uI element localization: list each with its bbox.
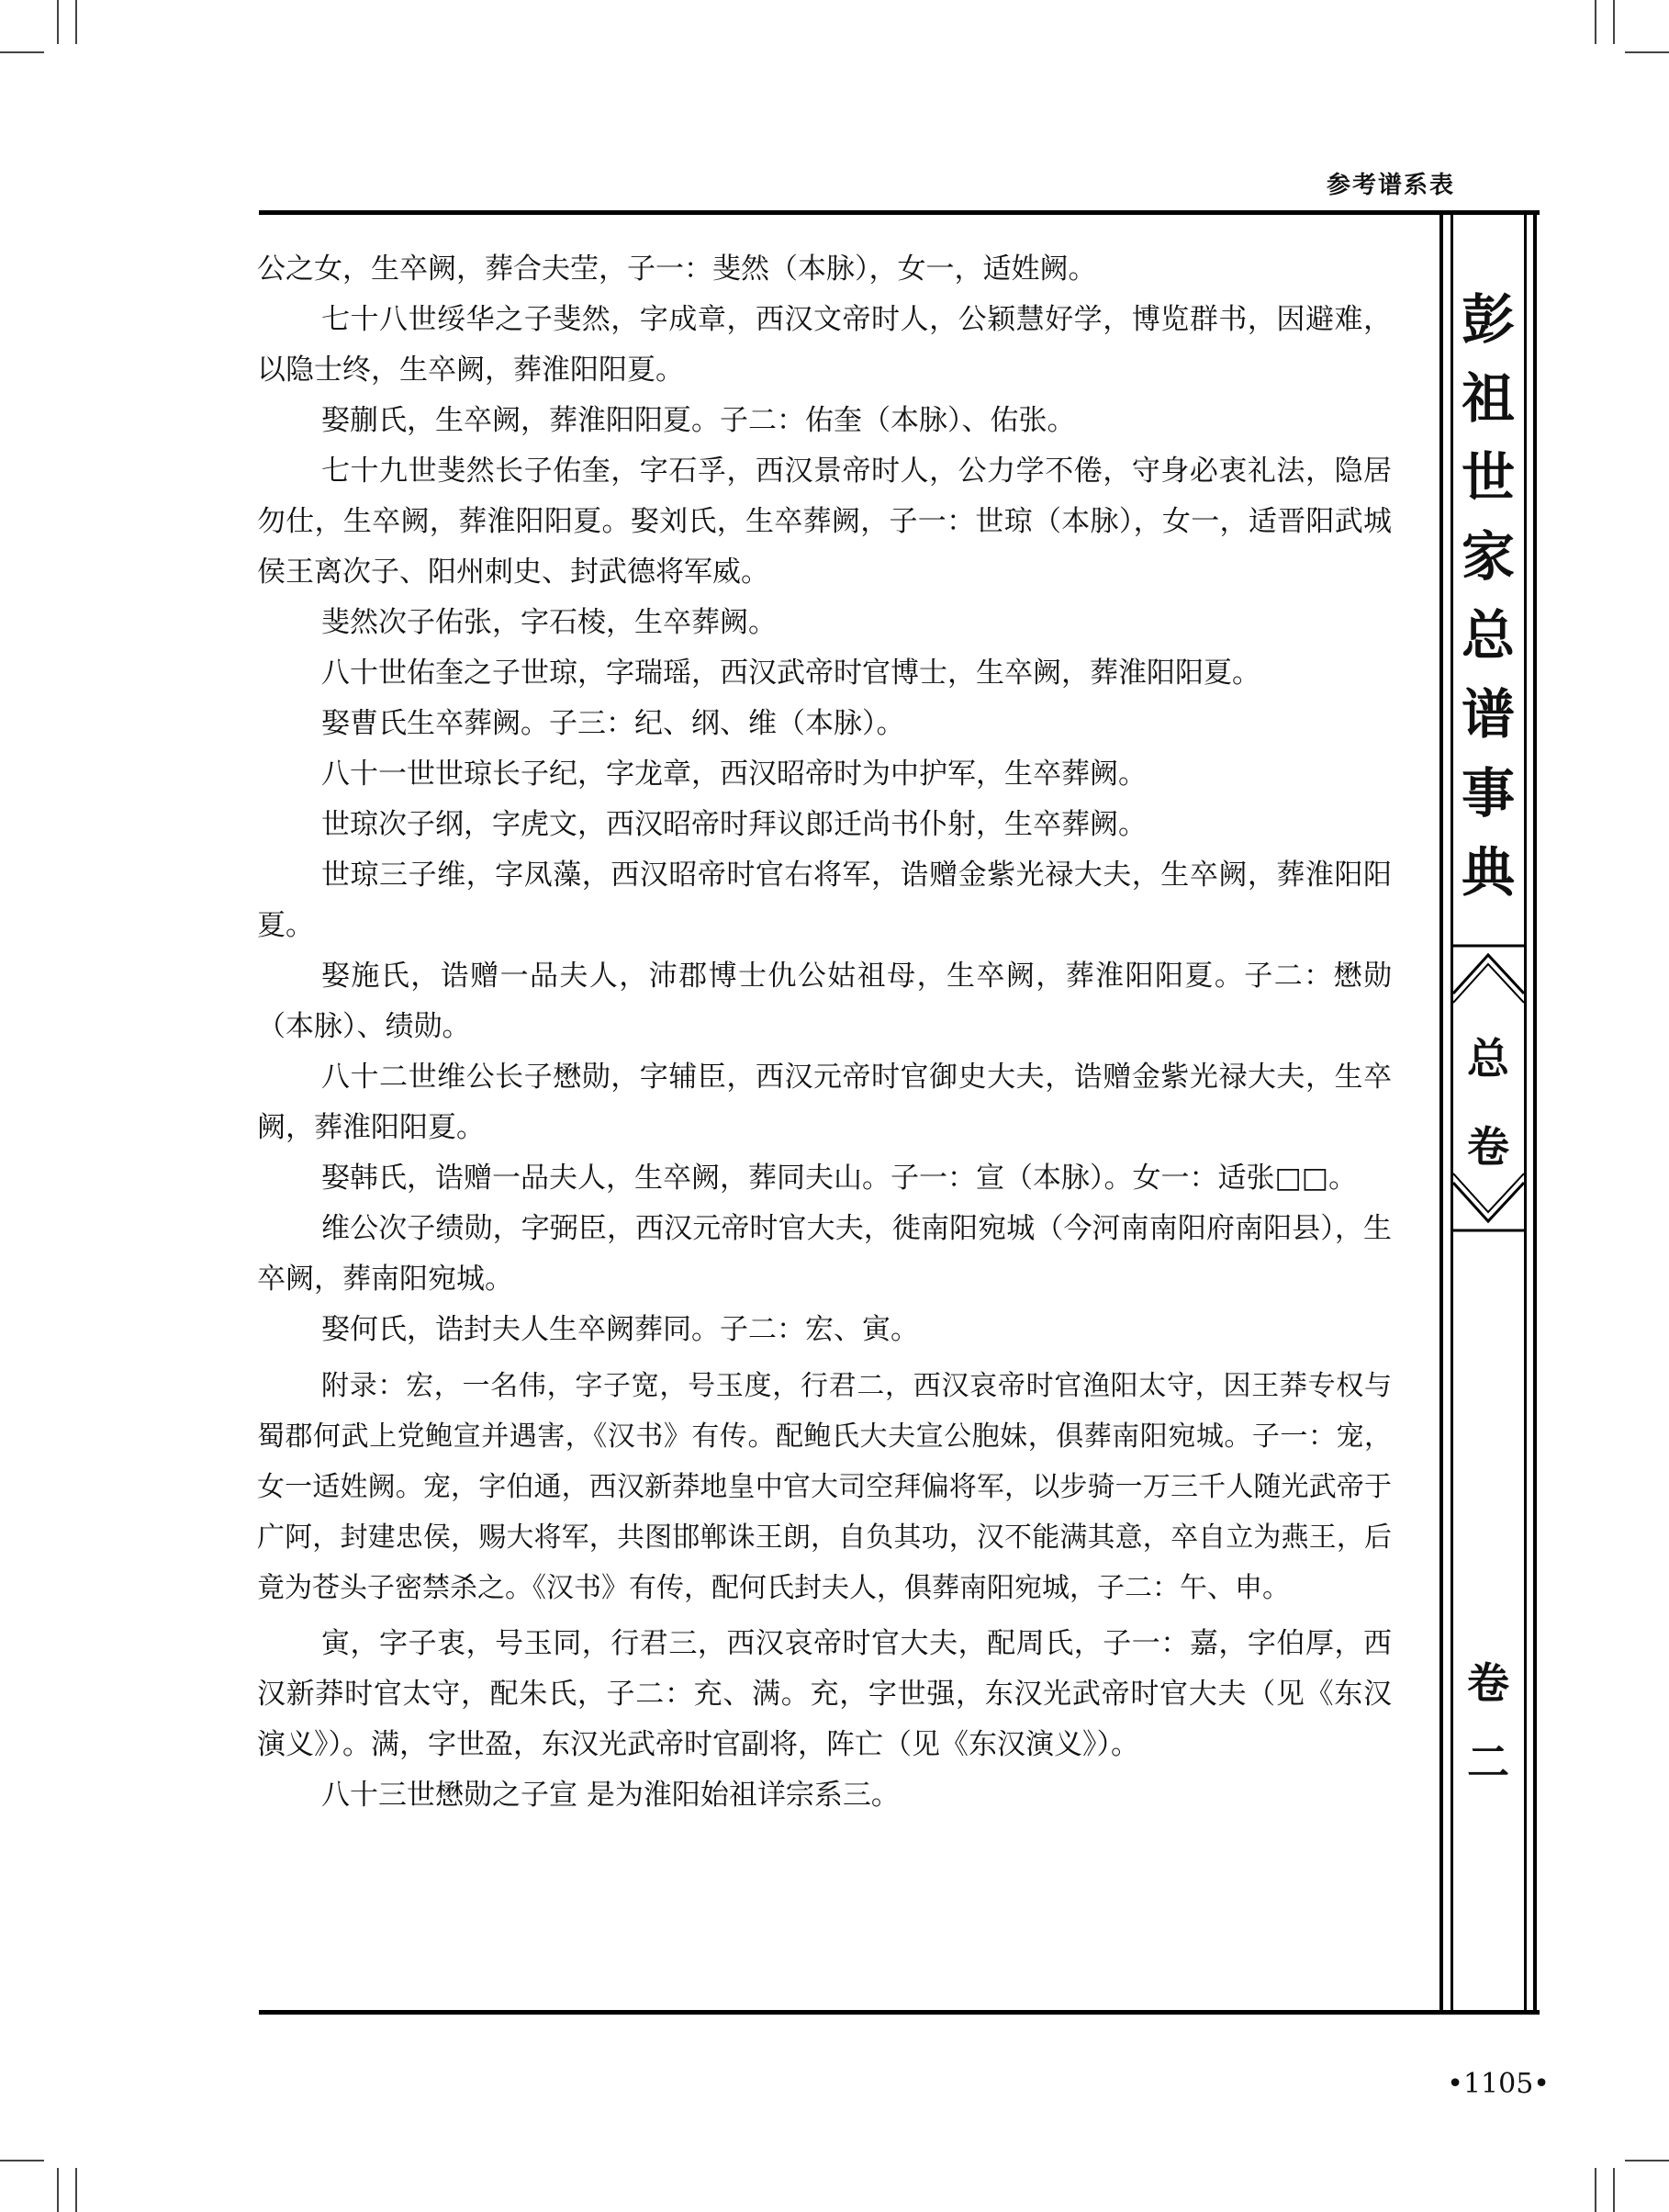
- crop-mark: [1595, 2168, 1596, 2212]
- title-char: 世: [1461, 446, 1515, 509]
- book-title: [1443, 280, 1533, 912]
- crop-mark: [75, 0, 77, 44]
- crop-mark: [0, 51, 44, 53]
- title-char: 典: [1461, 841, 1515, 904]
- paragraph: 世琼三子维，字凤藻，西汉昭帝时官右将军，诰赠金紫光禄大夫，生卒阙，葬淮阳阳夏。: [257, 859, 1392, 942]
- paragraph: 八十一世世琼长子纪，字龙章，西汉昭帝时为中护军，生卒葬阙。: [321, 758, 1147, 791]
- volume-char: 卷: [1467, 1658, 1509, 1708]
- title-char: 祖: [1461, 367, 1515, 430]
- paragraph: 娶曹氏生卒葬阙。子三：纪、纲、维（本脉）。: [321, 707, 905, 740]
- crop-mark: [57, 2168, 59, 2212]
- paragraph: 娶何氏，诰封夫人生卒阙葬同。子二：宏、寅。: [321, 1313, 919, 1346]
- top-rule: [259, 210, 1540, 215]
- bottom-rule: [259, 2010, 1540, 2015]
- page-number: •1105•: [1447, 2068, 1550, 2100]
- crop-mark: [1613, 2168, 1615, 2212]
- paragraph: 娶韩氏，诰赠一品夫人，生卒阙，葬同夫山。子一：宣（本脉）。女一：适张□□。: [321, 1162, 1358, 1195]
- paragraph: 世琼次子纲，字虎文，西汉昭帝时拜议郎迁尚书仆射，生卒葬阙。: [321, 808, 1147, 841]
- crop-mark: [1625, 51, 1669, 53]
- title-char: 家: [1461, 525, 1515, 588]
- title-char: 事: [1461, 762, 1515, 825]
- crop-mark: [57, 0, 59, 44]
- body-text: [257, 244, 1392, 1821]
- paragraph: 斐然次子佑张，字石棱，生卒葬阙。: [321, 606, 777, 639]
- volume-char: 总: [1467, 1034, 1509, 1084]
- paragraph: 七十九世斐然长子佑奎，字石孚，西汉景帝时人，公力学不倦，守身必衷礼法，隐居勿仕，生卒阙，葬淮阳阳夏。娶刘氏，生卒葬阙，子一：世琼（本脉），女一，适晋阳武城侯王离次子、阳州刺史、封武德将军威。: [257, 455, 1392, 589]
- appendix-paragraph: 附录：宏，一名伟，字子宽，号玉度，行君二，西汉哀帝时官渔阳太守，因王莽专权与蜀郡何武上党鲍宣并遇害，《汉书》有传。配鲍氏大夫宣公胞妹，俱葬南阳宛城。子一：宠，女一适姓阙。宠，字伯通，西汉新莽地皇中官大司空拜偏将军，以步骑一万三千人随光武帝于广阿，封建忠侯，赐大将军，共图邯郸诛王朗，自负其功，汉不能满其意，卒自立为燕王，后竟为苍头子密禁杀之。《汉书》有传，配何氏封夫人，俱葬南阳宛城，子二：午、申。: [257, 1370, 1392, 1604]
- paragraph: 寅，字子衷，号玉同，行君三，西汉哀帝时官大夫，配周氏，子一：嘉，字伯厚，西汉新莽时官太守，配朱氏，子二：充、满。充，字世强，东汉光武帝时官大夫（见《东汉演义》）。满，字世盈，东汉光武帝时官副将，阵亡（见《东汉演义》）。: [257, 1627, 1392, 1761]
- paragraph: 八十世佑奎之子世琼，字瑞瑶，西汉武帝时官博士，生卒阙，葬淮阳阳夏。: [321, 657, 1260, 690]
- paragraph: 娶施氏，诰赠一品夫人，沛郡博士仇公姑祖母，生卒阙，葬淮阳阳夏。子二：懋勋（本脉）、绩勋。: [257, 960, 1392, 1043]
- title-char: 彭: [1461, 288, 1515, 351]
- crop-mark: [0, 2160, 44, 2161]
- paragraph: 七十八世绥华之子斐然，字成章，西汉文帝时人，公颖慧好学，博览群书，因避难，以隐士终，生卒阙，葬淮阳阳夏。: [257, 303, 1392, 387]
- volume-char: 二: [1467, 1737, 1509, 1787]
- paragraph: 公之女，生卒阙，葬合夫茔，子一：斐然（本脉），女一，适姓阙。: [257, 253, 1097, 286]
- paragraph: 八十二世维公长子懋勋，字辅臣，西汉元帝时官御史大夫，诰赠金紫光禄大夫，生卒阙，葬淮阳阳夏。: [257, 1061, 1392, 1144]
- crop-mark: [1613, 0, 1615, 44]
- title-char: 谱: [1461, 683, 1515, 746]
- crop-mark: [1625, 2160, 1669, 2161]
- paragraph: 娶蒯氏，生卒阙，葬淮阳阳夏。子二：佑奎（本脉）、佑张。: [321, 404, 1076, 437]
- paragraph: 八十三世懋勋之子宣 是为淮阳始祖详宗系三。: [321, 1779, 900, 1812]
- volume-char: 卷: [1467, 1122, 1509, 1172]
- volume-general-label: [1443, 1015, 1533, 1191]
- volume-number-label: [1443, 1644, 1533, 1802]
- section-label: 参考谱系表: [1326, 172, 1455, 199]
- crop-mark: [75, 2168, 77, 2212]
- crop-mark: [1595, 0, 1596, 44]
- title-char: 总: [1461, 604, 1515, 667]
- paragraph: 维公次子绩勋，字弼臣，西汉元帝时官大夫，徙南阳宛城（今河南南阳府南阳县），生卒阙，葬南阳宛城。: [257, 1212, 1392, 1296]
